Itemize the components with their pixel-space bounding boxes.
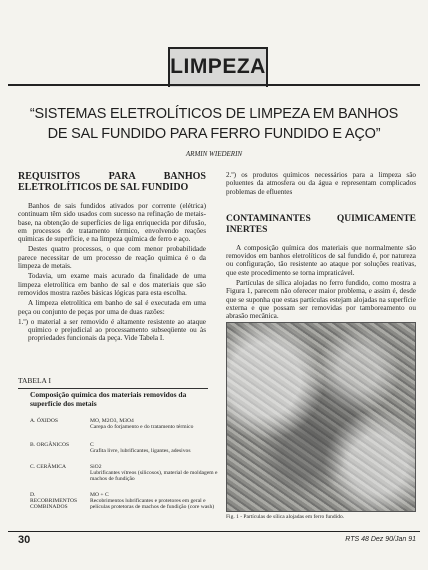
right-paragraph-2: A composição química dos materiais que normalmente são removidos em banhos eletrolíticos de sal fundido é, por natureza ou configuração, tão resistente ao ataque por soluções reativas, que este procedimento se torna impraticável.: [226, 243, 416, 277]
left-paragraph-2: Destes quatro processos, o que com menor probabilidade parece necessitar de um processo de reação química é o da limpeza de metais.: [18, 245, 206, 271]
title-line-1: “SISTEMAS ELETROLÍTICOS DE LIMPEZA EM BANHOS: [29, 106, 399, 122]
article-title: [18, 104, 410, 144]
right-column: [226, 171, 416, 323]
table-top-rule: [18, 388, 208, 389]
left-column: [18, 171, 206, 345]
table-title: Composição química dos materiais removidos da superfície dos metais: [30, 390, 187, 408]
right-heading: CONTAMINANTES QUIMICAMENTE INERTES: [226, 213, 416, 235]
right-paragraph-3: Partículas de sílica alojadas no ferro fundido, como mostra a Figura 1, parecem não oferecer maior problema, e assim é, desde que se suponha que estas partículas estejam alojadas na superfície externa e que possam ser removidas por tamboreamento ou abrasão mecânica.: [226, 279, 416, 321]
row-value: SiO2 Lubrificantes vítreos (silicosos), material de moldagem e machos de fundição: [90, 464, 218, 483]
section-tab-label: LIMPEZA: [170, 55, 266, 78]
header-rule: [8, 84, 420, 86]
left-paragraph-1: Banhos de sais fundidos ativados por corrente (elétrica) continuam têm sido usados com sucesso na refinação de metais-base, na obtenção de superfícies de liga enriquecida por difusão, em processos de tratamento térmico, envolvendo reações químicas de superfície, e na limpeza química de ferro e aço.: [18, 202, 206, 244]
title-line-2: DE SAL FUNDIDO PARA FERRO FUNDIDO E AÇO”: [47, 126, 381, 142]
row-value: MO, M2O3, M3O4 Carepa do forjamento e do tratamento térmico: [90, 418, 194, 431]
right-paragraph-1: 2.º) os produtos químicos necessários para a limpeza são poluentes da atmosfera ou da água e representam complicados problemas de efluentes: [226, 171, 416, 196]
figure-caption: Fig. 1 - Partículas de sílica alojadas em ferro fundido.: [226, 514, 345, 520]
row-label: C. CERÂMICA: [30, 464, 67, 470]
left-paragraph-3: Todavia, um exame mais acurado da finalidade de uma limpeza eletrolítica em banho de sal e dos materiais que são removidos mostra razões básicas lógicas para esta escolha.: [18, 272, 206, 297]
figure-1-photo: [226, 322, 416, 512]
section-tab: [168, 47, 268, 87]
left-heading: REQUISITOS PARA BANHOS ELETROLÍTICOS DE SAL FUNDIDO: [18, 171, 206, 193]
row-value: MO + C Recobrimentos lubrificantes e protetores em geral e películas protetoras de machos de fundição (core wash): [90, 492, 215, 511]
author: ARMIN WIEDERIN: [185, 150, 243, 158]
row-value: C Grafita livre, lubrificantes, ligantes, adesivos: [90, 442, 191, 455]
left-paragraph-5: 1.º) o material a ser removido é altamente resistente ao ataque químico e prejudicial ao processamento subseqüente ou às propriedades funcionais da peça. Vide Tabela I.: [18, 317, 206, 343]
table-label: TABELA I: [18, 376, 51, 385]
left-paragraph-4: A limpeza eletrolítica em banho de sal é executada em uma peça ou conjunto de peças por uma de duas razões:: [18, 299, 206, 316]
row-label: A. ÓXIDOS: [30, 418, 58, 424]
issue-label: RTS 48 Dez 90/Jan 91: [345, 536, 416, 543]
row-label: D. RECOBRIMENTOS COMBINADOS: [30, 492, 78, 511]
page-number: 30: [18, 534, 31, 546]
footer-rule: [8, 531, 420, 532]
row-label: B. ORGÂNICOS: [30, 442, 70, 448]
